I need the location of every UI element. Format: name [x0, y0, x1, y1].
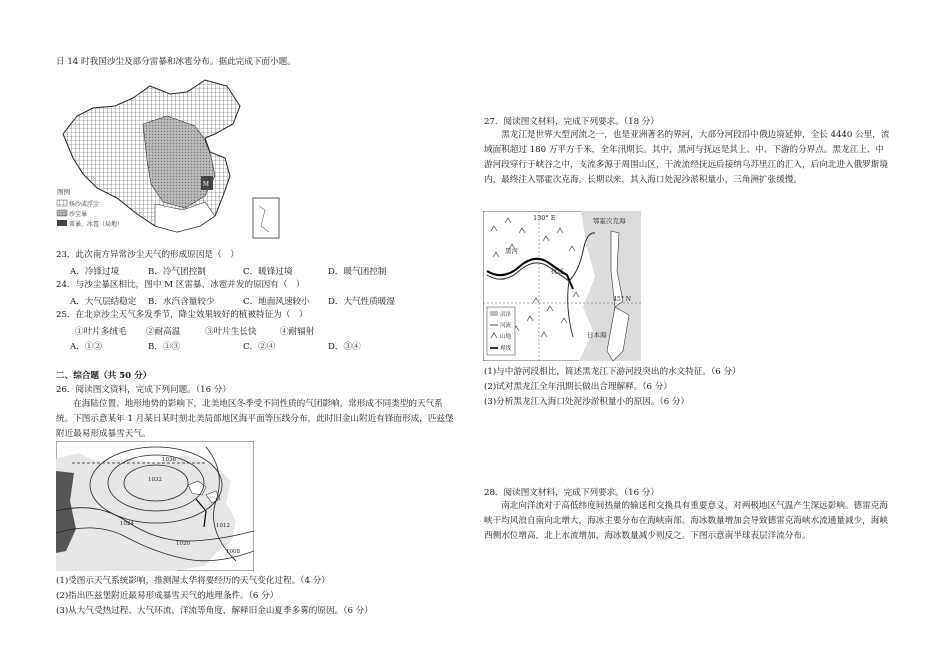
- q24-option-a[interactable]: A．大气层结稳定: [70, 297, 137, 307]
- q27-stem: 27．阅读图文材料，完成下列要求。（18 分）: [484, 117, 659, 127]
- q23-stem: 23．此次南方异常沙尘天气的形成原因是（ ）: [56, 250, 239, 260]
- isobar-label: 1024: [120, 521, 134, 527]
- q27-sub-2: (2)试对黑龙江全年汛期长做出合理解释。（6 分）: [484, 382, 672, 392]
- q25-sub-1: ①叶片多绒毛: [75, 327, 127, 337]
- isobar-label: 1012: [216, 523, 230, 529]
- q25-stem: 25．在北京沙尘天气多发季节，降尘效果较好的植被特征为（ ）: [56, 310, 308, 320]
- q26-stem: 26．阅读图文资料，完成下列问题。（16 分）: [56, 385, 231, 395]
- q25-option-c[interactable]: C．②④: [243, 342, 276, 352]
- q27-sub-3: (3)分析黑龙江入海口处泥沙淤积量小的原因。（6 分）: [484, 397, 690, 407]
- q28-stem: 28．阅读图文材料，完成下列要求。（16 分）: [484, 488, 659, 498]
- map1-legend-title: 图例: [57, 188, 70, 196]
- q23-option-c[interactable]: C．暖锋过境: [243, 267, 293, 277]
- q23-option-a[interactable]: A．冷锋过境: [70, 267, 120, 277]
- north-america-isobar-map: [56, 441, 254, 571]
- map2-legend-item: 山地: [500, 334, 512, 340]
- map1-marker: M: [202, 181, 210, 188]
- isobar-label: 1036: [162, 457, 176, 463]
- heilongjiang-map: [483, 211, 641, 361]
- q26-sub-3: (3)从大气受热过程、大气环流、洋流等角度，解释旧金山夏季多雾的原因。（6 分）: [56, 606, 373, 616]
- q24-option-c[interactable]: C．地面风速较小: [243, 297, 310, 307]
- q24-option-d[interactable]: D．大气性质暖湿: [328, 297, 396, 307]
- q25-option-a[interactable]: A．①②: [70, 342, 102, 352]
- q26-sub-2: (2)指出匹兹堡附近最易形成暴雪天气的地理条件。（6 分）: [56, 591, 279, 601]
- map1-legend-item: 扬沙或浮尘: [69, 201, 100, 208]
- q26-paragraph: 在海陆位置、地形地势的影响下，北美地区冬季受不同性质的气团影响，常形成不同类型的天气系统。下图示意某年 1 月某日某时刻北美局部地区海平面等压线分布，此时旧金山附近有锋面形成，匹兹堡附近最易形成暴雪天气。: [56, 399, 454, 439]
- map2-lat-label: 45° N: [613, 296, 631, 303]
- map2-city-fuyuan: 抚远: [551, 267, 564, 275]
- q25-sub-3: ③叶片生长快: [205, 327, 257, 337]
- isobar-label: 1008: [226, 549, 240, 555]
- map2-legend-item: 沼泽: [500, 312, 512, 318]
- map2-sea-okhotsk: 鄂霍次克海: [593, 217, 626, 225]
- section-heading: 二、综合题（共 50 分）: [56, 371, 152, 381]
- china-dust-map: [55, 76, 285, 246]
- map2-city-heihe: 黑河: [505, 247, 518, 255]
- q25-option-d[interactable]: D．③④: [328, 342, 361, 352]
- map2-legend-item: 界线: [500, 346, 512, 352]
- q27-sub-1: (1)与中游河段相比，简述黑龙江下游河段突出的水文特征。（6 分）: [484, 367, 741, 377]
- q26-sub-1: (1)受图示天气系统影响，推测渥太华将要经历的天气变化过程。（4 分）: [56, 576, 330, 586]
- isobar-label: 1020: [176, 541, 190, 547]
- isobar-label: 1032: [148, 477, 162, 483]
- map2-sea-japan: 日本海: [587, 331, 607, 339]
- map1-legend-item: 沙尘暴: [69, 211, 88, 218]
- q25-sub-2: ②耐高温: [146, 327, 181, 337]
- q24-option-b[interactable]: B．水汽含量较少: [148, 297, 215, 307]
- map2-lon-label: 130° E: [533, 214, 556, 222]
- q23-option-d[interactable]: D．暖气团控制: [328, 267, 387, 277]
- q28-paragraph: 南北向洋流对于高低纬度间热量的输送和交换具有重要意义，对两极地区气温产生深远影响。德雷克海峡干均风浪自南向北增大，海冰主要分布在海峡南部。海冰数量增加会导致德雷克海峡水流通量减少，海峡西侧水位增高，北上水流增加，海冰数量减少则反之。下图示意南半球表层洋流分布。: [484, 501, 888, 541]
- q25-option-b[interactable]: B．①③: [148, 342, 181, 352]
- intro-line: 日 14 时我国沙尘及部分雷暴和冰雹分布。据此完成下面小题。: [56, 57, 296, 67]
- q24-stem: 24．与沙尘暴区相比，图中 M 区雷暴、冰雹并发的原因有（ ）: [56, 280, 305, 290]
- q27-paragraph: 黑龙江是世界大型河流之一，也是亚洲著名的界河，大部分河段沿中俄边境延伸，全长 4440 公里，流域面积超过 180 万平方千米，全年汛期长。其中，黑河与抚远是其上、中、下游的分界点。黑龙江上、中游河段穿行于峡谷之中，支流多源于周围山区，干流流经抚远后接纳乌苏里江的汇入，后向北进入俄罗斯境内，最终注入鄂霍次克海。长期以来，其入海口处泥沙淤积量小，三角洲扩张缓慢。: [484, 130, 890, 185]
- q25-sub-4: ④耐辐射: [280, 327, 315, 337]
- map2-legend-item: 河流: [500, 323, 512, 329]
- q23-option-b[interactable]: B．冷气团控制: [148, 267, 206, 277]
- map1-legend-item: 雷暴、冰雹（局地）: [69, 221, 124, 228]
